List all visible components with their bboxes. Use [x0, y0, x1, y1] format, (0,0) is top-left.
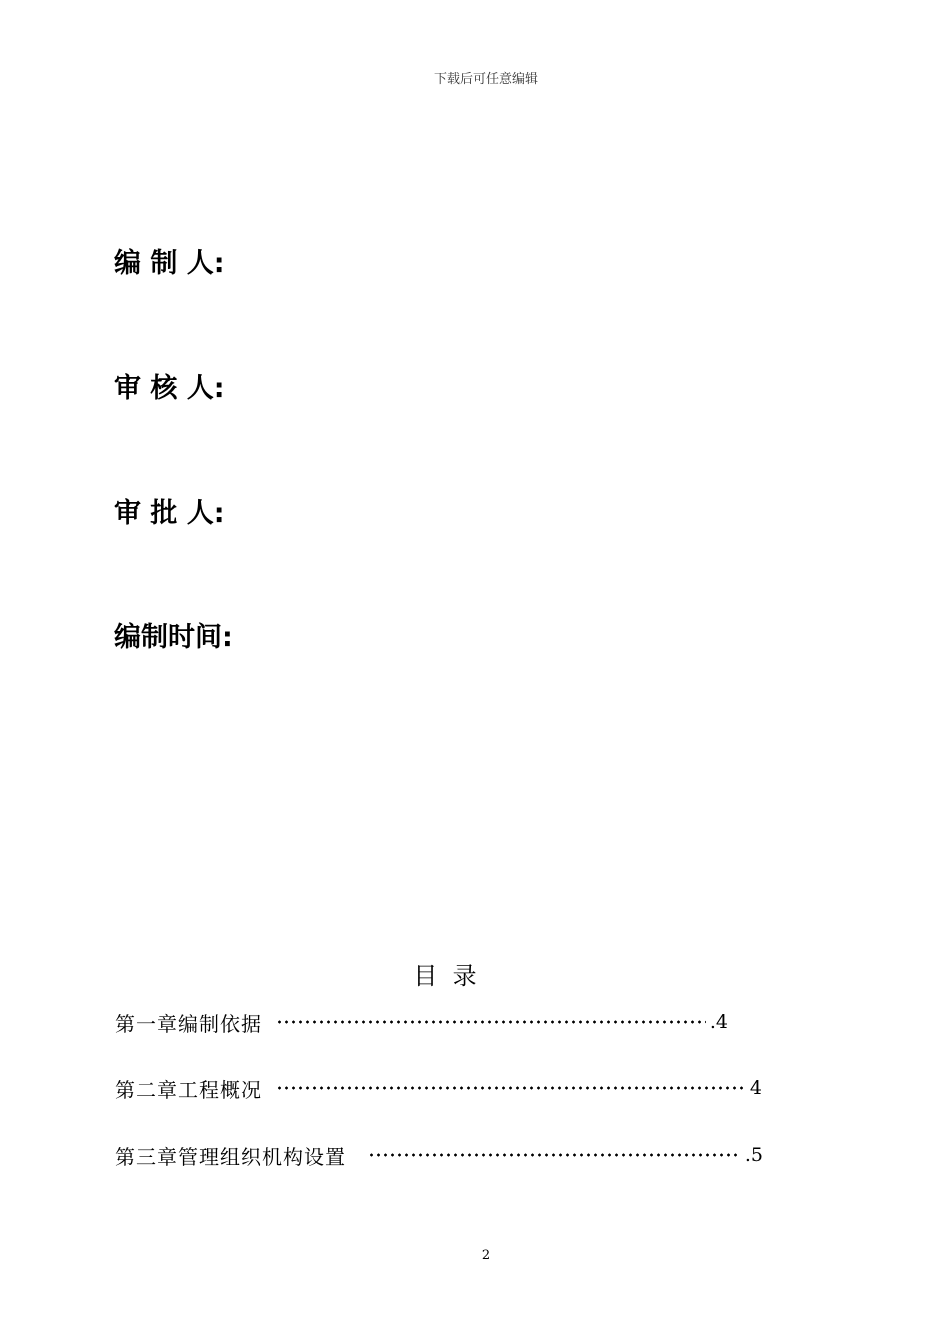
toc-entry-page: .4: [709, 1011, 728, 1033]
toc-entry-label: 第二章工程概况: [115, 1077, 262, 1102]
compiler-label: 编 制 人:: [114, 248, 225, 279]
toc-entry-label: 第三章管理组织机构设置: [115, 1144, 346, 1169]
toc-entry[interactable]: [115, 1141, 763, 1169]
page-number: 2: [481, 1248, 491, 1263]
toc-leader-dots: [276, 1086, 746, 1090]
toc-entry-page: 4: [749, 1077, 762, 1099]
toc-entry[interactable]: [115, 1008, 728, 1036]
toc-title: 目 录: [413, 962, 477, 990]
approver-label: 审 批 人:: [114, 498, 225, 529]
toc-leader-dots: [276, 1020, 706, 1024]
toc-entry-page: .5: [744, 1144, 763, 1166]
toc-leader-dots: [368, 1153, 741, 1157]
toc-entry-label: 第一章编制依据: [115, 1011, 262, 1036]
compile-time-label: 编制时间:: [114, 622, 233, 653]
toc-entry[interactable]: [115, 1074, 762, 1102]
header-note: 下载后可任意编辑: [433, 72, 538, 87]
reviewer-label: 审 核 人:: [114, 373, 225, 404]
